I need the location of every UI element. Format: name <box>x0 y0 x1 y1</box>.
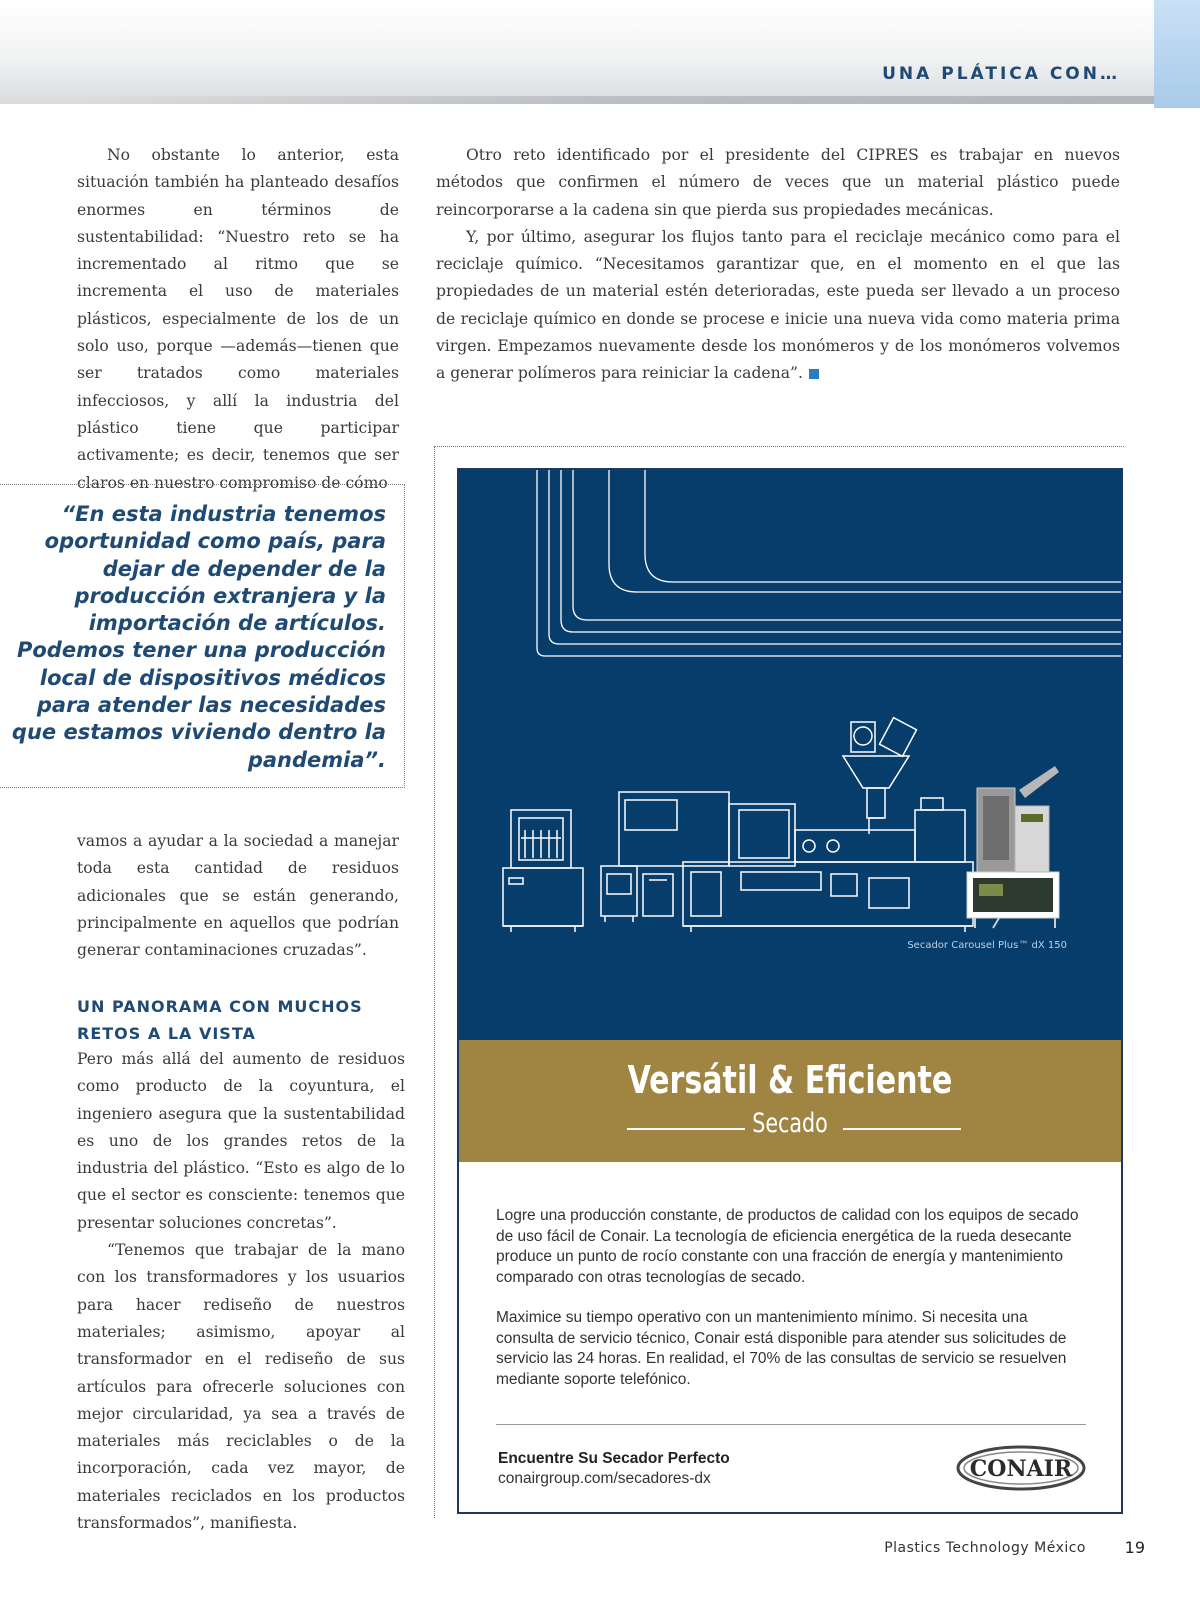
paragraph: “Tenemos que trabajar de la mano con los transformadores y los usuarios para hacer rediseño de nuestros materiales; asimismo, apoyar al transformador en el rediseño de sus artículos para ofrecerle soluciones con mejor circularidad, ya sea a través de materiales más reciclables o de la incorporación, cada vez mayor, de materiales reciclados en los productos transformados”, manifiesta. <box>77 1241 405 1533</box>
logo-wordmark: CONAIR <box>969 1456 1073 1482</box>
header-shadow <box>70 96 1160 104</box>
header-tab <box>1154 0 1200 108</box>
article-column-left-bottom <box>77 1046 405 1537</box>
ad-subheadline-row <box>459 1108 1121 1148</box>
frame-line <box>645 470 1121 582</box>
ad-subheadline: Secado <box>752 1108 828 1139</box>
ad-headline-band <box>459 1040 1121 1162</box>
ad-paragraph: Maximice su tiempo operativo con un mantenimiento mínimo. Si necesita una consulta de servicio técnico, Conair está disponible para atender sus solicitudes de servicio las 24 horas. En realidad, el 70% de las consultas de servicio se resuelven mediante soporte telefónico. <box>496 1309 1067 1388</box>
ad-dotted-border-top <box>434 446 1124 447</box>
page-number: 19 <box>1124 1538 1145 1557</box>
conair-logo <box>956 1444 1086 1492</box>
carousel-dryer-illustration <box>967 766 1059 928</box>
header-band <box>0 0 1160 104</box>
paragraph: Otro reto identificado por el presidente del CIPRES es trabajar en nuevos métodos que confirmen el número de veces que un material plástico puede reincorporarse a la cadena sin que pierda sus propiedades mecánicas. <box>436 146 1120 219</box>
section-subheading: UN PANORAMA CON MUCHOS RETOS A LA VISTA <box>77 997 363 1043</box>
ad-hero-panel <box>459 470 1121 1040</box>
ad-body-copy <box>496 1206 1081 1410</box>
paragraph: No obstante lo anterior, esta situación también ha planteado desafíos enormes en términos de sustentabilidad: “Nuestro reto se ha incrementado al ritmo que se incrementa el uso de materiales plásticos, especialmente de los de un solo uso, porque —además—tienen que ser tratados como materiales infecciosos, y allí la industria del plástico tiene que participar activamente; es decir, tenemos que ser claros en nuestro compromiso de cómo <box>77 146 399 492</box>
ad-divider <box>496 1424 1086 1425</box>
machine-illustration <box>459 470 1121 1040</box>
ad-paragraph: Logre una producción constante, de productos de calidad con los equipos de secado de uso fácil de Conair. La tecnología de eficiencia energética de la rueda desecante produce un punto de rocío constante con una fracción de energía y mantenimiento comparado con otras tecnologías de secado. <box>496 1207 1079 1286</box>
article-column-right-top <box>436 142 1120 388</box>
end-of-article-mark <box>809 369 819 379</box>
decorative-line-right <box>843 1128 961 1130</box>
ad-cta-title: Encuentre Su Secador Perfecto <box>498 1450 730 1467</box>
paragraph: Pero más allá del aumento de residuos como producto de la coyuntura, el ingeniero asegura que la sustentabilidad es uno de los grandes retos de la industria del plástico. “Esto es algo de lo que el sector es consciente: tenemos que presentar soluciones concretas”. <box>77 1050 405 1232</box>
frame-line <box>537 470 1121 656</box>
ad-dotted-border-left <box>434 446 435 1518</box>
ad-headline: Versátil & Eficiente <box>627 1058 953 1102</box>
injection-machine-drawing <box>503 718 973 932</box>
frame-line <box>609 470 1121 592</box>
publication-name: Plastics Technology México <box>884 1540 1086 1556</box>
paragraph: Y, por último, asegurar los flujos tanto para el reciclaje mecánico como para el reciclaje químico. “Necesitamos garantizar que, en el momento en el que las propiedades de un material estén deterioradas, este pueda ser llevado a un proceso de reciclaje químico en donde se procese e inicie una nueva vida como materia prima virgen. Empezamos nuevamente desde los monómeros y de los monómeros volvemos a generar polímeros para reiniciar la cadena”. <box>436 227 1120 383</box>
frame-line <box>549 470 1121 644</box>
ad-cta-link[interactable]: conairgroup.com/secadores-dx <box>498 1470 711 1487</box>
conair-advertisement[interactable] <box>457 468 1123 1514</box>
pull-quote: “En esta industria tenemos oportunidad como país, para dejar de depender de la producción extranjera y la importación de artículos. Podemos tener una producción local de dispositivos médicos para atender las necesidades que estamos viviendo dentro la pandemia”. <box>11 502 386 772</box>
frame-line <box>573 470 1121 620</box>
article-column-left-mid <box>77 828 399 964</box>
product-caption: Secador Carousel Plus™ dX 150 <box>907 940 1067 951</box>
pull-quote-box <box>0 484 405 788</box>
article-column-left-top <box>77 142 399 497</box>
paragraph: vamos a ayudar a la sociedad a manejar toda esta cantidad de residuos adicionales que se están generando, principalmente en aquellos que podrían generar contaminaciones cruzadas”. <box>77 832 399 960</box>
section-title: UNA PLÁTICA CON… <box>882 64 1120 84</box>
